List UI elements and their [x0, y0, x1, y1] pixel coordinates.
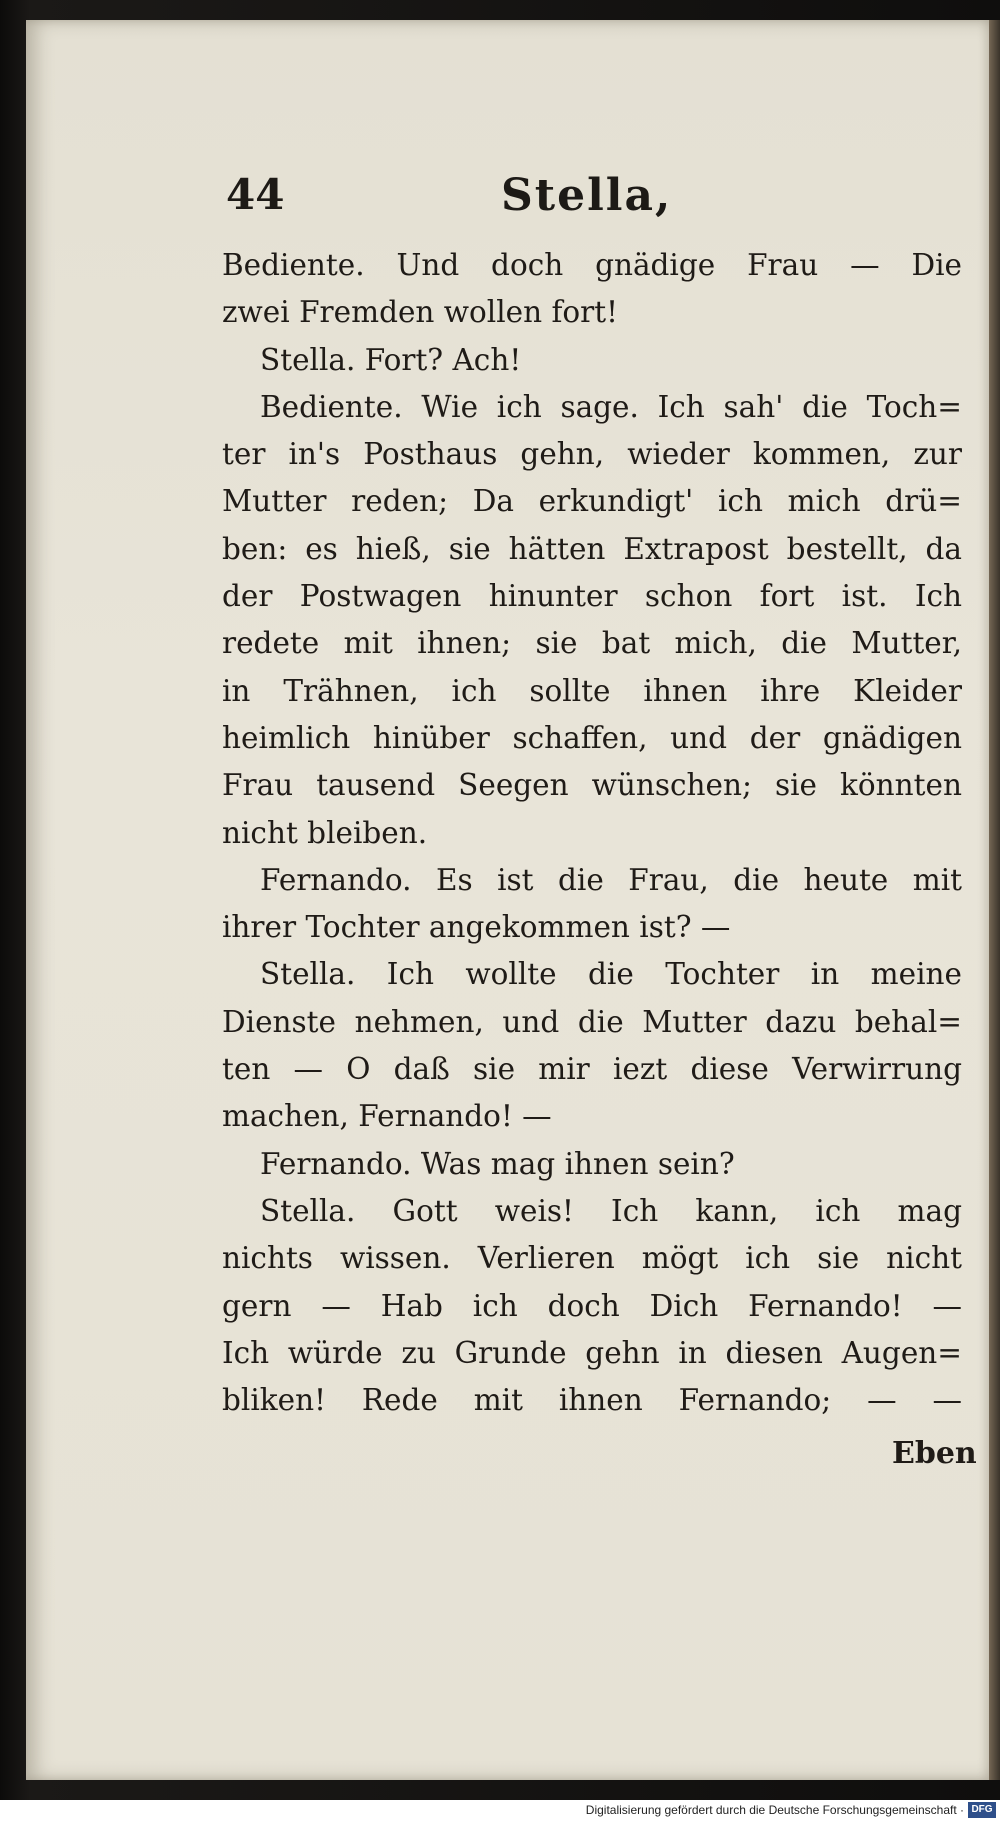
text-line: Fernando. Es ist die Frau, die heute mit [260, 862, 962, 897]
text-line: bliken! Rede mit ihnen Fernando; — — [222, 1383, 962, 1418]
text-line: Bediente. Und doch gnädige Frau — Die [222, 248, 962, 282]
catchword: Eben [892, 1436, 977, 1471]
text-line: Frau tausend Seegen wünschen; sie könnten [222, 768, 962, 803]
footer-credit: Digitalisierung gefördert durch die Deutsche Forschungsgemeinschaft · [585, 1803, 964, 1817]
text-line: ter in's Posthaus gehn, wieder kommen, zur [222, 437, 962, 472]
text-line: Fernando. Was mag ihnen sein? [260, 1146, 735, 1181]
text-line: ten — O daß sie mir iezt diese Verwirrung [222, 1052, 962, 1087]
text-line: Stella. Fort? Ach! [260, 342, 522, 377]
text-line: zwei Fremden wollen fort! [222, 295, 618, 330]
dfg-logo-icon: DFG [968, 1802, 996, 1818]
running-head [26, 170, 989, 230]
text-line: Stella. Ich wollte die Tochter in meine [260, 957, 962, 992]
page-number: 44 [226, 170, 285, 219]
body-text [222, 242, 962, 1424]
text-line: Dienste nehmen, und die Mutter dazu behal= [222, 1004, 962, 1039]
text-line: redete mit ihnen; sie bat mich, die Mutter, [222, 626, 962, 661]
book-page [26, 20, 989, 1780]
text-line: nicht bleiben. [222, 815, 428, 850]
text-line: ben: es hieß, sie hätten Extrapost bestellt, da [222, 531, 962, 566]
text-line: nichts wissen. Verlieren mögt ich sie nicht [222, 1241, 962, 1276]
text-line: in Trähnen, ich sollte ihnen ihre Kleider [222, 673, 962, 708]
running-title: Stella, [501, 170, 673, 221]
text-line: Ich würde zu Grunde gehn in diesen Augen= [222, 1335, 962, 1370]
text-line: Bediente. Wie ich sage. Ich sah' die Toch= [260, 389, 962, 424]
text-line: der Postwagen hinunter schon fort ist. Ich [222, 579, 962, 614]
digitization-footer [0, 1800, 1000, 1822]
text-line: machen, Fernando! — [222, 1099, 552, 1134]
text-line: Mutter reden; Da erkundigt' ich mich drü= [222, 484, 962, 519]
text-line: heimlich hinüber schaffen, und der gnädigen [222, 720, 962, 755]
text-line: ihrer Tochter angekommen ist? — [222, 910, 731, 945]
text-line: gern — Hab ich doch Dich Fernando! — [222, 1288, 962, 1323]
text-line: Stella. Gott weis! Ich kann, ich mag [260, 1193, 962, 1228]
